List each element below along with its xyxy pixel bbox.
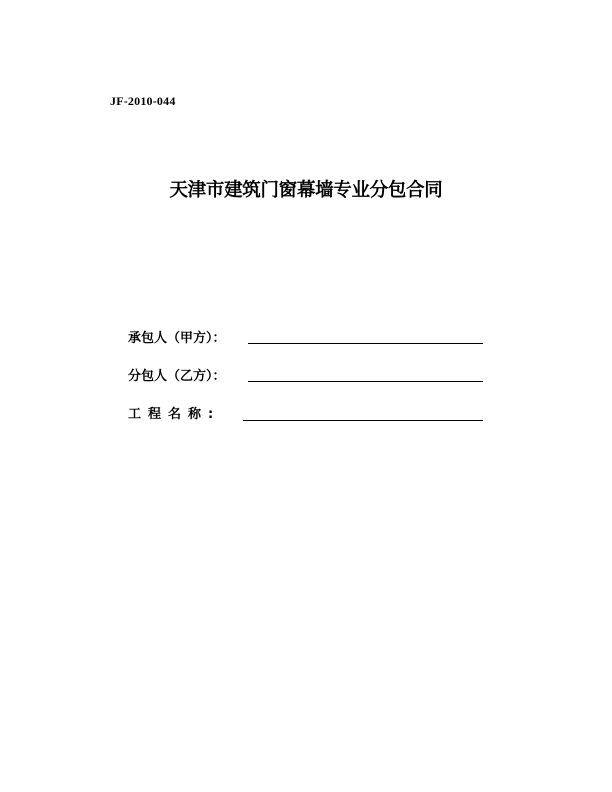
project-name-blank-line[interactable]	[243, 420, 483, 421]
document-title: 天津市建筑门窗幕墙专业分包合同	[169, 180, 443, 201]
subcontractor-label: 分包人（乙方）：	[128, 369, 226, 384]
contractor-label: 承包人（甲方）：	[128, 331, 226, 346]
project-name-label: 工程名称:	[128, 407, 221, 422]
document-code: JF-2010-044	[110, 94, 176, 108]
subcontractor-blank-line[interactable]	[248, 381, 483, 382]
contractor-blank-line[interactable]	[248, 343, 483, 344]
